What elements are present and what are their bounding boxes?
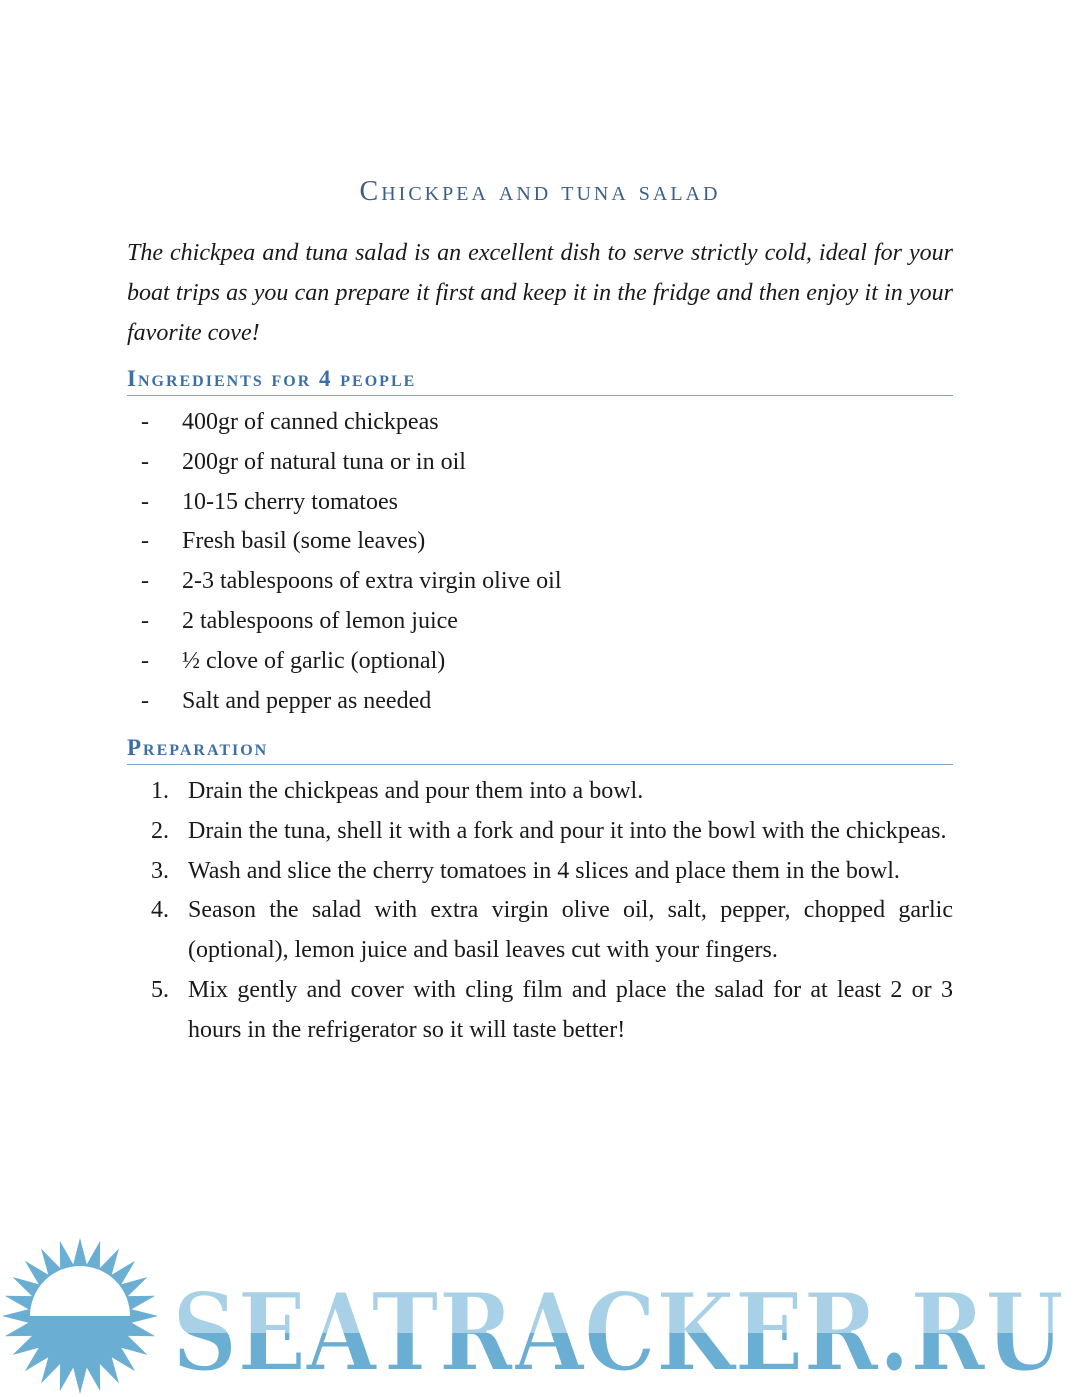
ingredient-text: 10-15 cherry tomatoes bbox=[182, 488, 398, 515]
preparation-steps bbox=[127, 772, 953, 1051]
step-text: Drain the tuna, shell it with a fork and pour it into the bowl with the chickpeas. bbox=[188, 817, 947, 844]
ingredients-heading: Ingredients for 4 people bbox=[127, 364, 953, 396]
ingredients-list bbox=[127, 403, 953, 721]
list-dash: - bbox=[141, 488, 149, 515]
list-dash: - bbox=[141, 448, 149, 475]
ingredient-text: Salt and pepper as needed bbox=[182, 687, 432, 714]
list-dash: - bbox=[141, 568, 149, 595]
step-number: 5. bbox=[151, 976, 169, 1003]
ingredient-text: ½ clove of garlic (optional) bbox=[182, 647, 446, 674]
ingredient-item bbox=[127, 522, 953, 562]
ingredient-text: 400gr of canned chickpeas bbox=[182, 409, 439, 435]
sun-icon bbox=[2, 1238, 158, 1394]
step-text: Mix gently and cover with cling film and place the salad for at least 2 or 3 hours in the refrigerator so it will taste better! bbox=[188, 976, 953, 1043]
seatracker-logo bbox=[0, 1236, 1080, 1397]
step-text: Season the salad with extra virgin olive oil, salt, pepper, chopped garlic (optional), lemon juice and basil leaves cut with your fingers. bbox=[188, 897, 953, 964]
ingredient-item bbox=[127, 602, 953, 642]
step-number: 1. bbox=[151, 778, 169, 804]
recipe-title: Chickpea and tuna salad bbox=[359, 176, 721, 207]
logo-text: SEATRACKER.RU bbox=[172, 1270, 1064, 1396]
ingredient-item bbox=[127, 403, 953, 443]
ingredient-item bbox=[127, 682, 953, 722]
list-dash: - bbox=[141, 607, 149, 634]
ingredient-item bbox=[127, 483, 953, 523]
ingredient-item bbox=[127, 562, 953, 602]
step-text: Drain the chickpeas and pour them into a bowl. bbox=[188, 778, 644, 804]
step-item bbox=[127, 971, 953, 1051]
list-dash: - bbox=[141, 409, 149, 435]
ingredient-item bbox=[127, 443, 953, 483]
step-item bbox=[127, 812, 953, 852]
step-text: Wash and slice the cherry tomatoes in 4 slices and place them in the bowl. bbox=[188, 857, 900, 884]
preparation-heading: Preparation bbox=[127, 733, 953, 765]
ingredient-text: 2-3 tablespoons of extra virgin olive oil bbox=[182, 568, 562, 595]
list-dash: - bbox=[141, 528, 149, 555]
step-item bbox=[127, 852, 953, 892]
step-number: 3. bbox=[151, 857, 169, 884]
step-item bbox=[127, 772, 953, 812]
ingredient-item bbox=[127, 642, 953, 682]
step-item bbox=[127, 891, 953, 971]
list-dash: - bbox=[141, 647, 149, 674]
step-number: 2. bbox=[151, 817, 169, 844]
recipe-intro: The chickpea and tuna salad is an excellent dish to serve strictly cold, ideal for your boat trips as you can prepare it first and keep it in the fridge and then enjoy it in your favorite cove! bbox=[127, 240, 953, 346]
ingredient-text: Fresh basil (some leaves) bbox=[182, 528, 426, 555]
ingredient-text: 2 tablespoons of lemon juice bbox=[182, 607, 458, 634]
list-dash: - bbox=[141, 687, 149, 714]
ingredient-text: 200gr of natural tuna or in oil bbox=[182, 448, 466, 475]
step-number: 4. bbox=[151, 897, 169, 924]
